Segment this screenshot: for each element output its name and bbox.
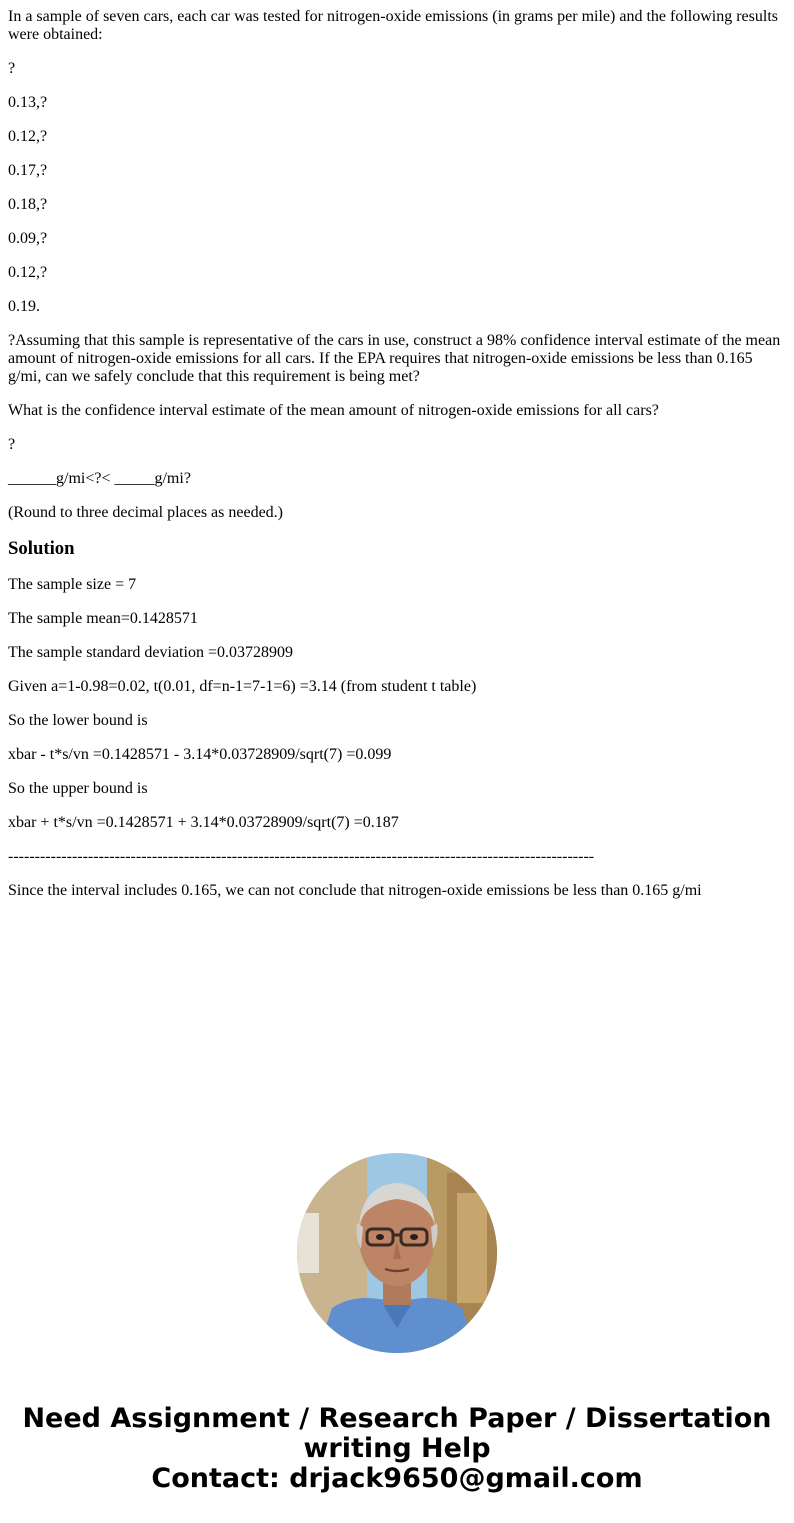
solution-line: xbar - t*s/vn =0.1428571 - 3.14*0.03728909/sqrt(7) =0.099 xyxy=(8,746,392,763)
solution-line: So the lower bound is xyxy=(8,712,148,729)
question-line: 0.12,? xyxy=(8,264,48,281)
question-intro: In a sample of seven cars, each car was tested for nitrogen-oxide emissions (in grams per mile) and the following results were obtained: xyxy=(8,8,778,43)
promo-line-2: writing Help xyxy=(303,1433,491,1464)
question-line: ? xyxy=(8,60,16,77)
solution-conclusion: Since the interval includes 0.165, we can not conclude that nitrogen-oxide emissions be less than 0.165 g/mi xyxy=(8,882,702,899)
question-line: 0.09,? xyxy=(8,230,48,247)
question-line: 0.19. xyxy=(8,298,40,315)
solution-line: The sample size = 7 xyxy=(8,576,137,593)
solution-heading: Solution xyxy=(8,538,75,559)
blank-marker: ? xyxy=(8,436,16,453)
tutor-portrait xyxy=(297,1153,497,1353)
tutor-avatar xyxy=(297,1153,497,1353)
question-line: 0.13,? xyxy=(8,94,48,111)
promo-contact: Contact: drjack9650@gmail.com xyxy=(151,1463,643,1494)
solution-line: xbar + t*s/vn =0.1428571 + 3.14*0.03728909/sqrt(7) =0.187 xyxy=(8,814,399,831)
promo-banner xyxy=(0,1404,794,1494)
solution-line: Given a=1-0.98=0.02, t(0.01, df=n-1=7-1=6) =3.14 (from student t table) xyxy=(8,678,477,695)
solution-line: The sample standard deviation =0.03728909 xyxy=(8,644,293,661)
question-line: 0.18,? xyxy=(8,196,48,213)
solution-line: The sample mean=0.1428571 xyxy=(8,610,198,627)
question-line: 0.12,? xyxy=(8,128,48,145)
question-line: 0.17,? xyxy=(8,162,48,179)
question-prompt: What is the confidence interval estimate of the mean amount of nitrogen-oxide emissions for all cars? xyxy=(8,402,659,419)
rounding-note: (Round to three decimal places as needed.) xyxy=(8,504,283,521)
document-content xyxy=(8,8,786,916)
solution-line: So the upper bound is xyxy=(8,780,148,797)
question-task: ?Assuming that this sample is representative of the cars in use, construct a 98% confidence interval estimate of the mean amount of nitrogen-oxide emissions for all cars. If the EPA requires that nitrogen-oxide emissions be less than 0.165 g/mi, can we safely conclude that this requirement is being met? xyxy=(8,332,781,385)
promo-line-1: Need Assignment / Research Paper / Dissertation xyxy=(22,1403,772,1434)
answer-template: ______g/mi<?< _____g/mi? xyxy=(8,470,191,487)
separator-line: -------------------------------------------------------------------------------------------------------------- xyxy=(8,848,595,865)
